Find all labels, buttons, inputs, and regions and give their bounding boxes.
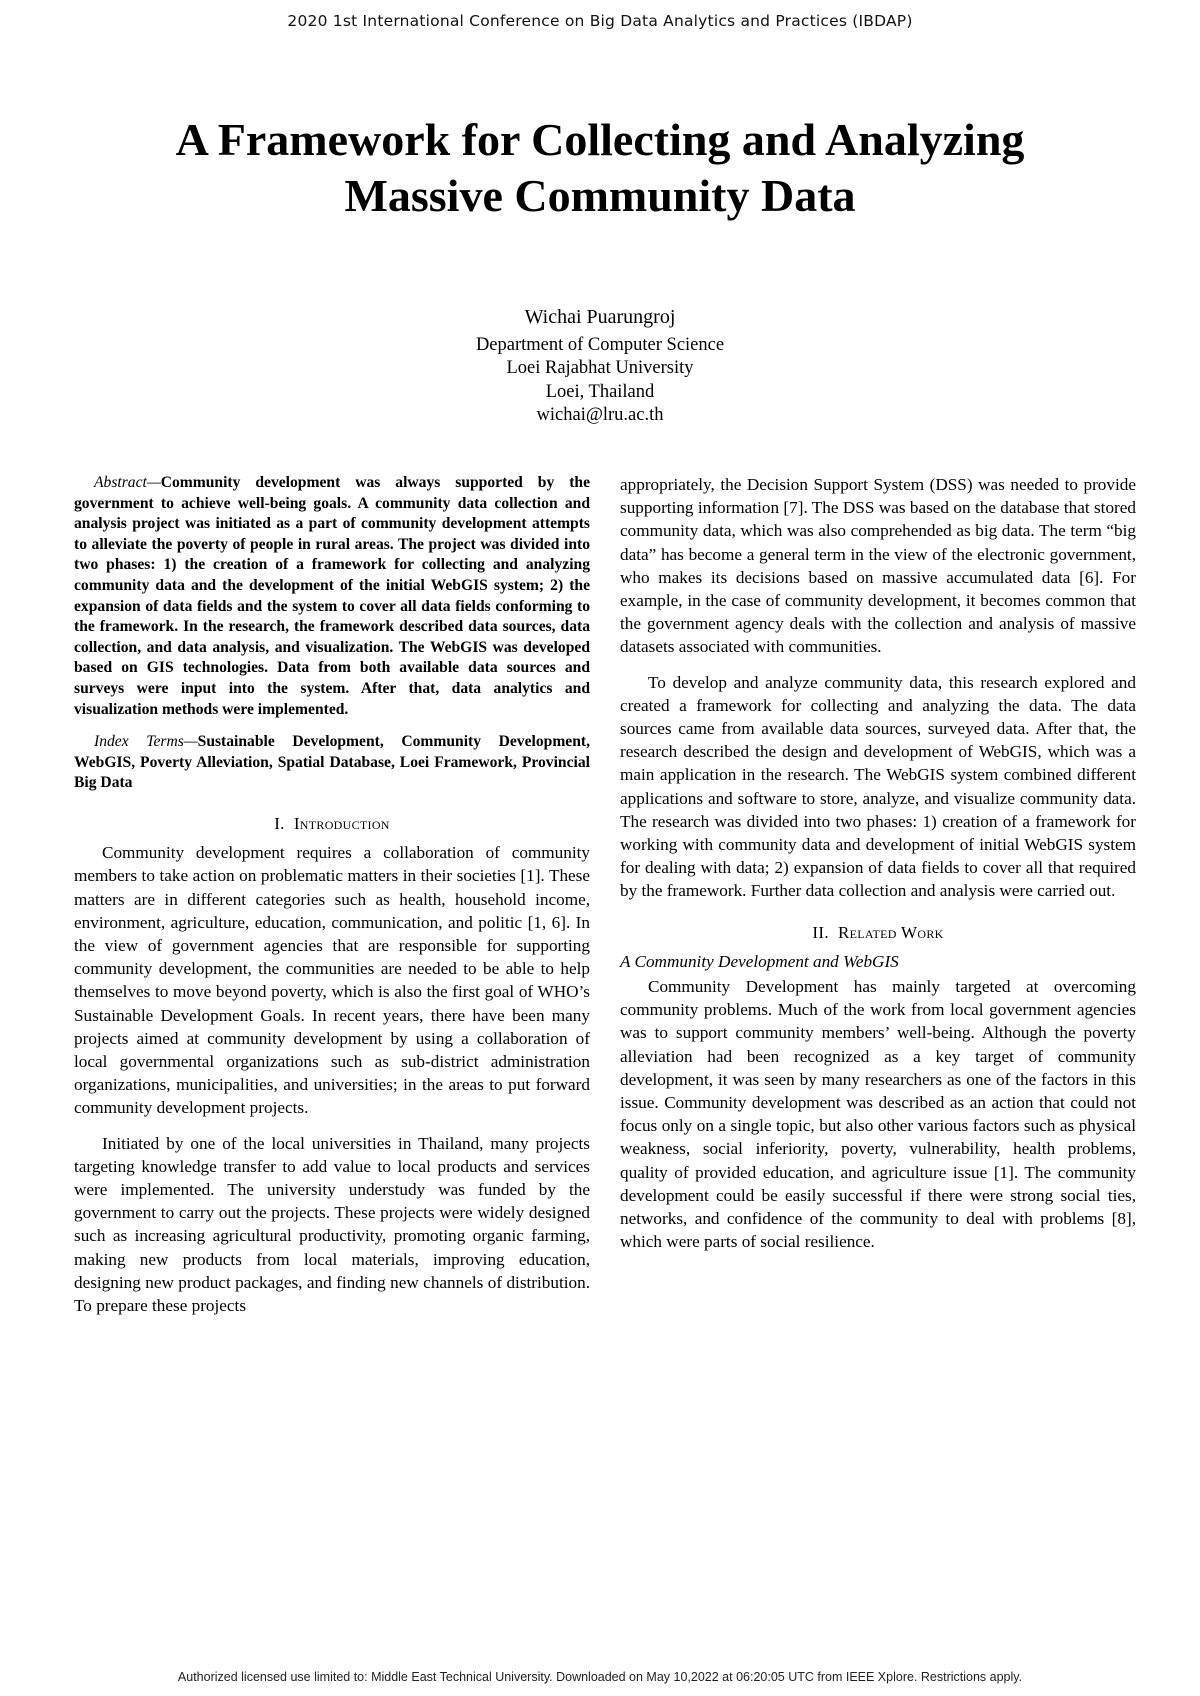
paragraph: Initiated by one of the local universities in Thailand, many projects targeting knowledge transfer to add value to local products and services were implemented. The university understudy was funded by the government to carry out the projects. These projects were widely designed such as increasing agricultural productivity, promoting organic farming, making new products from local materials, improving education, designing new product packages, and finding new channels of distribution. To prepare these projects [74, 1133, 590, 1315]
paragraph: Community Development has mainly targeted at overcoming community problems. Much of the work from local government agencies was to support community members’ well-being. Although the poverty alleviation had been recognized as a key target of community development, it was seen by many researchers as one of the factors in this issue. Community development was described as an action that could not focus only on a single topic, but also other various factors such as physical weakness, social inferiority, poverty, vulnerability, health problems, quality of provided education, and agriculture issue [1]. The community development could be easily successful if there were strong social ties, networks, and confidence of the community to deal with problems [8], which were parts of social resilience. [620, 977, 1136, 1252]
author-university: Loei Rajabhat University [506, 358, 694, 378]
author-email: wichai@lru.ac.th [536, 405, 664, 425]
left-column [74, 473, 590, 1317]
paragraph: Community development requires a collaboration of community members to take action on problematic matters in their societies [1]. These matters are in different categories such as health, household income, environment, agriculture, education, communication, and politic [1, 6]. In the view of government agencies that are responsible for supporting community development, the communities are needed to be able to help themselves to move beyond poverty, which is also the first goal of WHO’s Sustainable Development Goals. In recent years, there have been many projects aimed at community development by using a collaboration of local governmental organizations such as sub-district administration organizations, municipalities, and universities; in the areas to put forward community development projects. [74, 843, 590, 1118]
paragraph: To develop and analyze community data, this research explored and created a framework for collecting and analyzing the data. The data sources came from available data sources, surveyed data. After that, the research described the design and development of WebGIS, which was a main application in the research. The WebGIS system combined different applications and software to store, analyze, and visualize community data. The research was divided into two phases: 1) creation of a framework for working with community data and development of initial WebGIS system for dealing with data; 2) expansion of data fields to cover all that required by the framework. Further data collection and analysis were carried out. [620, 672, 1136, 901]
section-number: I. [274, 813, 285, 833]
author-department: Department of Computer Science [475, 334, 725, 355]
title-line-2: Massive Community Data [344, 170, 856, 221]
abstract [74, 473, 590, 720]
abstract-lead: Abstract— [94, 474, 161, 491]
paragraph: appropriately, the Decision Support System (DSS) was needed to provide supporting information [7]. The DSS was based on the database that stored community data, which was also comprehended as big data. The term “big data” has become a general term in the view of the electronic government, who makes its decisions based on massive accumulated data [6]. For example, in the case of community development, it becomes common that the government agency deals with the collection and analysis of massive datasets associated with communities. [620, 475, 1136, 657]
index-terms-text: Sustainable Development, Community Development, WebGIS, Poverty Alleviation, Spatial Database, Loei Framework, Provincial Big Data [74, 733, 590, 792]
section-heading-related-work [620, 921, 1136, 944]
section-number: II. [812, 922, 829, 942]
subsection-heading: A Community Development and WebGIS [620, 951, 899, 971]
conference-header: 2020 1st International Conference on Big Data Analytics and Practices (IBDAP) [287, 12, 913, 30]
paper-title [60, 112, 1140, 224]
right-column [620, 473, 1136, 1254]
author-block [300, 306, 900, 428]
section-title: Related Work [838, 922, 944, 942]
abstract-text: Community development was always supported by the government to achieve well-being goals. A community data collection and analysis project was initiated as a part of community development attempts to alleviate the poverty of people in rural areas. The project was divided into two phases: 1) the creation of a framework for collecting and analyzing community data and the development of the initial WebGIS system; 2) the expansion of data fields and the system to cover all data fields conforming to the framework. In the research, the framework described data sources, data collection, and data analysis, and visualization. The WebGIS was developed based on GIS technologies. Data from both available data sources and surveys were input into the system. After that, data analytics and visualization methods were implemented. [74, 474, 590, 718]
title-line-1: A Framework for Collecting and Analyzing [175, 114, 1025, 165]
footer-license: Authorized licensed use limited to: Middle East Technical University. Downloaded on May 10,2022 at 06:20:05 UTC from IEEE Xplore. Restrictions apply. [177, 1670, 1023, 1684]
author-location: Loei, Thailand [545, 381, 655, 402]
section-title: Introduction [293, 813, 390, 833]
section-heading-introduction [74, 812, 590, 835]
index-terms [74, 732, 590, 794]
author-name: Wichai Puarungroj [524, 306, 676, 328]
index-terms-lead: Index Terms— [94, 733, 198, 751]
